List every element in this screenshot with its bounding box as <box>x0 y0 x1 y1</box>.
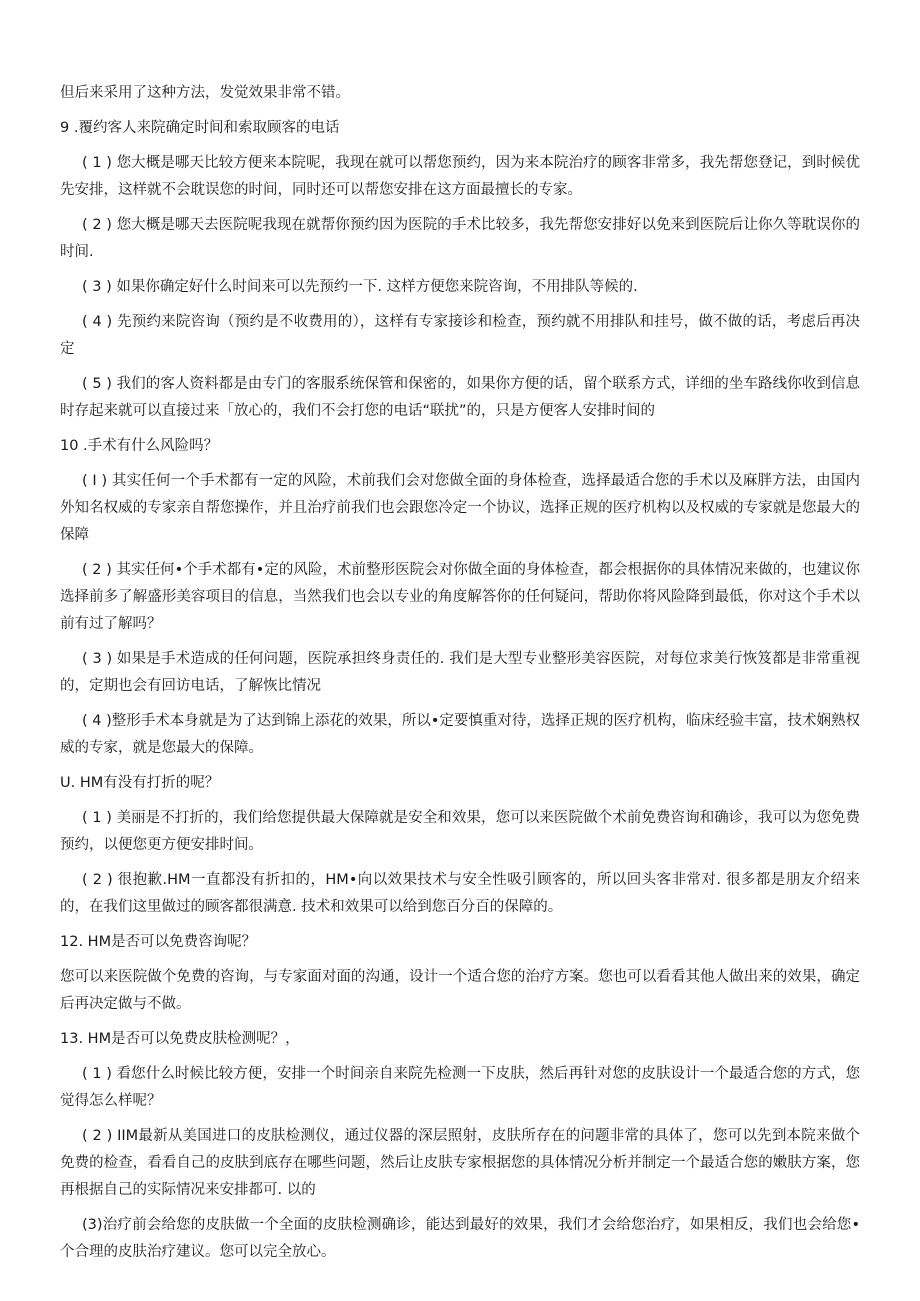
paragraph: ( 1 ) 看您什么时候比较方便，安排一个时间亲自来院先检测一下皮肤，然后再针对您的皮肤设计一个最适合您的方式，您觉得怎么样呢？ <box>60 1066 860 1109</box>
paragraph: ( 1 ) 美丽是不打折的，我们给您提供最大保障就是安全和效果，您可以来医院做个术前免费咨询和确诊，我可以为您免费预约，以便您更方便安排时间。 <box>60 810 860 853</box>
paragraph: 但后来采用了这种方法，发觉效果非常不错。 <box>60 85 350 101</box>
paragraph: ( 2 ) 其实任何•个手术都有•定的风险，术前整形医院会对你做全面的身体检查，都会根据你的具体情况来做的，也建议你选择前多了解盛形美容项目的信息，当然我们也会以专业的角度解答你的任何疑问，帮助你将风险降到最低，你对这个手术以前有过了解吗？ <box>60 562 860 632</box>
section-heading-10: 10 .手术有什么风险吗？ <box>60 438 219 454</box>
paragraph: ( 1 ) 您大概是哪天比较方便来本院呢，我现在就可以帮您预约，因为来本院治疗的顾客非常多，我先帮您登记，到时候优先安排，这样就不会耽误您的时间，同时还可以帮您安排在这方面最擅长的专家。 <box>60 155 860 198</box>
paragraph: ( 3 ) 如果是手术造成的任何问题，医院承担终身责任的. 我们是大型专业整形美容医院，对每位求美行恢笈都是非常重视的，定期也会有回访电话，了解恢比情况 <box>60 651 860 694</box>
paragraph: (3)治疗前会给您的皮肤做一个全面的皮肤检测确诊，能达到最好的效果，我们才会给您治疗，如果相反，我们也会给您•个合理的皮肤治疗建议。您可以完全放心。 <box>60 1217 860 1260</box>
paragraph: ( 3 ) 如果你确定好什么时间来可以先预约一下. 这样方便您来院咨询，不用排队等候的. <box>82 279 638 295</box>
section-heading-11: U. HM有没有打折的呢？ <box>60 775 220 791</box>
paragraph: 您可以来医院做个免费的咨询，与专家面对面的沟通，设计一个适合您的治疗方案。您也可以看看其他人做出来的效果，确定后再决定做与不做。 <box>60 969 860 1012</box>
paragraph: ( 2 ) 很抱歉.HM一直都没有折扣的，HM•向以效果技术与安全性吸引顾客的，所以回头客非常对. 很多都是朋友介绍来的，在我们这里做过的顾客都很满意. 技术和效果可以给到您百分百的保障的。 <box>60 872 860 915</box>
section-heading-9: 9 .覆约客人来院确定时间和索取顾客的电话 <box>60 120 340 136</box>
paragraph: ( 2 ) IIM最新从美国进口的皮肤检测仪，通过仪器的深层照射，皮肤所存在的问题非常的具体了，您可以先到本院来做个免费的检查，看看自己的皮肤到底存在哪些问题，然后让皮肤专家根据您的具体情况分析并制定一个最适合您的嫩肤方案，您再根据自己的实际情况来安排都可. 以的 <box>60 1128 860 1198</box>
section-heading-13: 13. HM是否可以免费皮肤检测呢？， <box>60 1031 300 1047</box>
section-heading-12: 12. HM是否可以免费咨询呢？ <box>60 934 257 950</box>
document-body <box>60 80 860 1274</box>
paragraph: ( 2 ) 您大概是哪天去医院呢我现在就帮你预约因为医院的手术比较多，我先帮您安排好以免来到医院后让你久等耽误你的时间. <box>60 217 860 260</box>
paragraph: ( I ) 其实任何一个手术都有一定的风险，术前我们会对您做全面的身体检查，选择最适合您的手术以及麻胖方法，由国内外知名权威的专家亲自帮您操作，并且治疗前我们也会跟您冷定一个协议，选择正规的医疗机构以及权威的专家就是您最大的保障 <box>60 473 860 543</box>
paragraph: ( 4 )整形手术本身就是为了达到锦上添花的效果，所以•定要慎重对待，选择正规的医疗机构，临床经验丰富，技术娴熟权威的专家，就是您最大的保障。 <box>60 713 860 756</box>
paragraph: ( 5 ) 我们的客人资料都是由专门的客服系统保管和保密的，如果你方便的话，留个联系方式，详细的坐车路线你收到信息时存起来就可以直接过来「放心的，我们不会打您的电话“联扰”的，只是方便客人安排时间的 <box>60 376 860 419</box>
paragraph: ( 4 ) 先预约来院咨询（预约是不收费用的），这样有专家接诊和检查，预约就不用排队和挂号，做不做的话，考虑后再决定 <box>60 314 860 357</box>
